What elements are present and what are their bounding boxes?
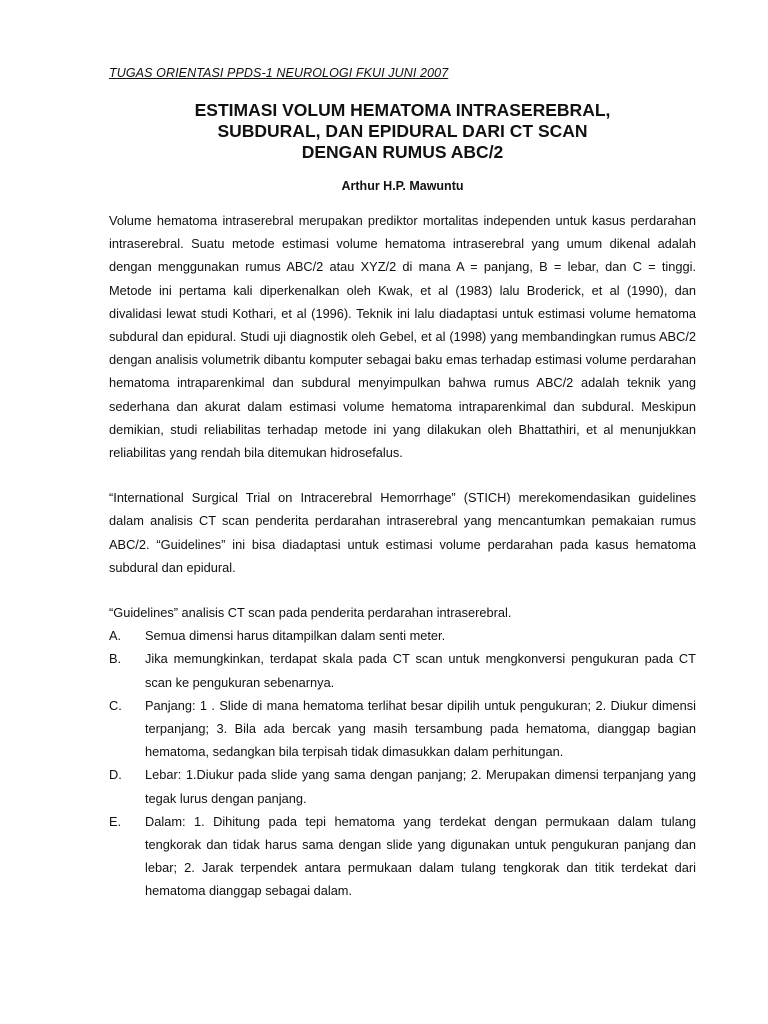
list-marker: D. <box>109 767 122 783</box>
list-item <box>109 647 696 693</box>
list-item-text: Semua dimensi harus ditampilkan dalam senti meter. <box>145 628 446 644</box>
list-marker: E. <box>109 813 122 829</box>
guidelines-intro: “Guidelines” analisis CT scan pada penderita perdarahan intraserebral. <box>109 605 512 621</box>
document-title <box>109 100 696 163</box>
list-marker: B. <box>109 651 122 667</box>
list-marker: A. <box>109 628 122 644</box>
list-item-text: Panjang: 1 . Slide di mana hematoma terlihat besar dipilih untuk pengukuran; 2. Diukur dimensi terpanjang; 3. Bila ada bercak yang masih tersambung pada hematoma, dianggap bagian hematoma, sedangkan bila terpisah tidak dimasukkan dalam perhitungan. <box>145 697 696 760</box>
list-item-text: Lebar: 1.Diukur pada slide yang sama dengan panjang; 2. Merupakan dimensi terpanjang yang tegak lurus dengan panjang. <box>145 767 696 806</box>
title-line-2: SUBDURAL, DAN EPIDURAL DARI CT SCAN <box>217 121 588 141</box>
guidelines-list <box>109 624 696 902</box>
list-marker: C. <box>109 697 122 713</box>
list-item-text: Dalam: 1. Dihitung pada tepi hematoma yang terdekat dengan permukaan dalam tulang tengkorak dan tidak harus sama dengan slide yang digunakan untuk pengukuran panjang dan lebar; 2. Jarak terpendek antara permukaan dalam tulang tengkorak dan titik terdekat dari hematoma dianggap sebagai dalam. <box>145 813 696 899</box>
document-header: TUGAS ORIENTASI PPDS-1 NEUROLOGI FKUI JUNI 2007 <box>109 66 449 80</box>
title-line-3: DENGAN RUMUS ABC/2 <box>301 142 504 162</box>
paragraph: Volume hematoma intraserebral merupakan prediktor mortalitas independen untuk kasus perdarahan intraserebral. Suatu metode estimasi volume hematoma intraserebral yang umum dikenal adalah dengan menggunakan rumus ABC/2 atau XYZ/2 di mana A = panjang, B = lebar, dan C = tinggi. Metode ini pertama kali diperkenalkan oleh Kwak, et al (1983) lalu Broderick, et al (1990), dan divalidasi lewat studi Kothari, et al (1996). Teknik ini lalu diadaptasi untuk estimasi volume hematoma subdural dan epidural. Studi uji diagnostik oleh Gebel, et al (1998) yang membandingkan rumus ABC/2 dengan analisis volumetrik dibantu komputer sebagai baku emas terhadap estimasi volume perdarahan hematoma intraparenkimal dan subdural menyimpulkan bahwa rumus ABC/2 adalah teknik yang sederhana dan akurat dalam estimasi volume hematoma intraparenkimal dan subdural. Meskipun demikian, studi reliabilitas terhadap metode ini yang dilakukan oleh Bhattathiri, et al menunjukkan reliabilitas yang rendah bila ditemukan hidrosefalus. <box>109 213 696 461</box>
list-item <box>109 810 696 903</box>
list-item <box>109 694 696 764</box>
document-page <box>109 66 696 903</box>
paragraph: “International Surgical Trial on Intracerebral Hemorrhage” (STICH) merekomendasikan guidelines dalam analisis CT scan penderita perdarahan intraserebral yang mencantumkan pemakaian rumus ABC/2. “Guidelines” ini bisa diadaptasi untuk estimasi volume perdarahan pada kasus hematoma subdural dan epidural. <box>109 490 696 575</box>
title-line-1: ESTIMASI VOLUM HEMATOMA INTRASEREBRAL, <box>194 100 611 120</box>
list-item <box>109 624 696 647</box>
author-name: Arthur H.P. Mawuntu <box>341 179 464 193</box>
list-item <box>109 763 696 809</box>
list-item-text: Jika memungkinkan, terdapat skala pada CT scan untuk mengkonversi pengukuran pada CT scan ke pengukuran sebenarnya. <box>145 651 696 690</box>
